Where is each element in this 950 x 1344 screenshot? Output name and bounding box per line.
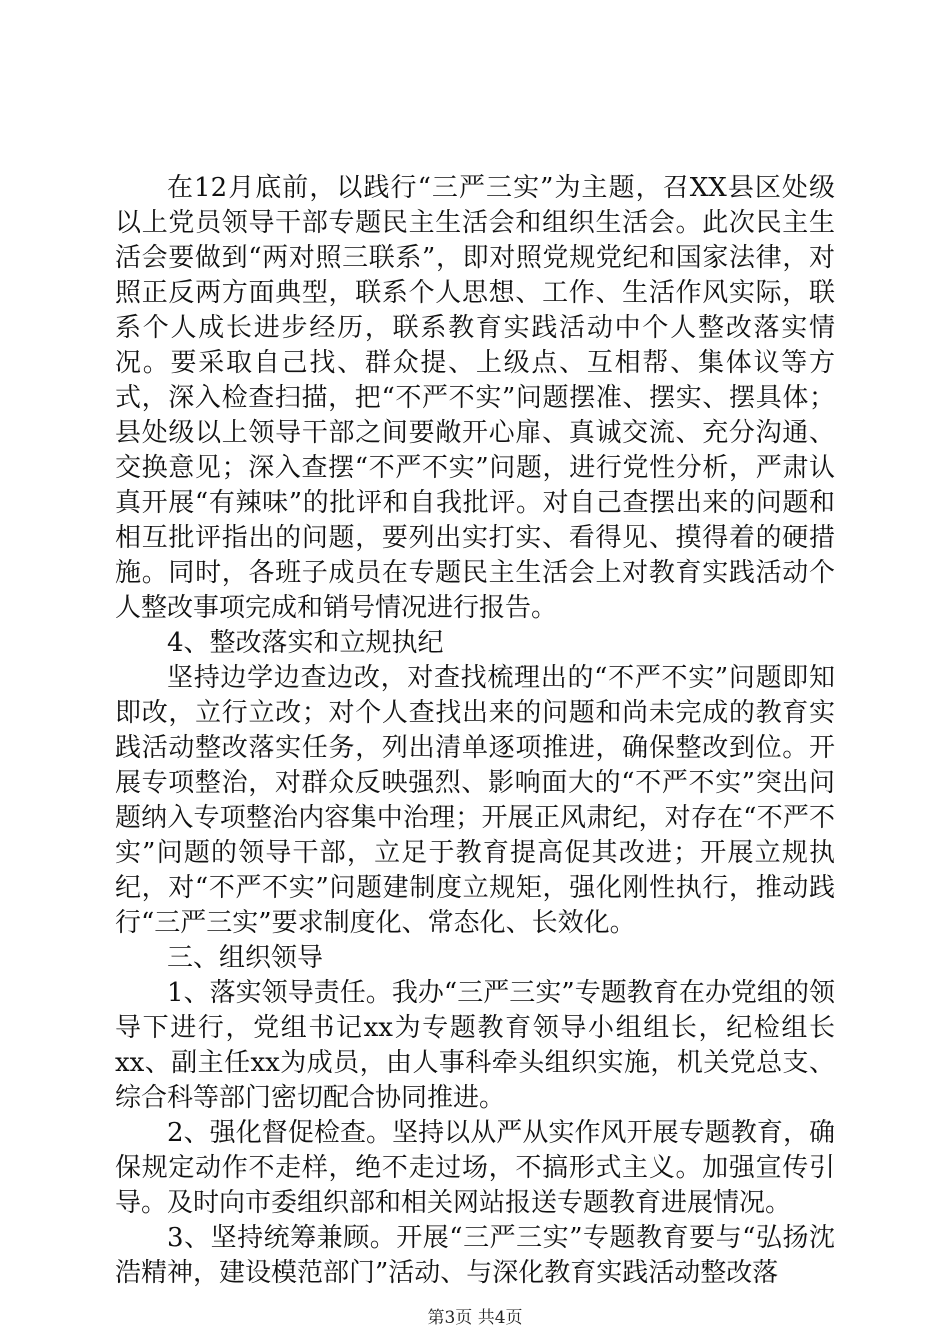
document-body [115,171,835,1291]
paragraph-democratic-life-meeting: 在12月底前，以践行“三严三实”为主题，召XX县区处级以上党员领导干部专题民主生活会和组织生活会。此次民主生活会要做到“两对照三联系”，即对照党规党纪和国家法律，对照正反两方面典型，联系个人思想、工作、生活作风实际，联系个人成长进步经历，联系教育实践活动中个人整改落实情况。要采取自己找、群众提、上级点、互相帮、集体议等方式，深入检查扫描，把“不严不实”问题摆准、摆实、摆具体；县处级以上领导干部之间要敞开心扉、真诚交流、充分沟通、交换意见；深入查摆“不严不实”问题，进行党性分析，严肃认真开展“有辣味”的批评和自我批评。对自己查摆出来的问题和相互批评指出的问题，要列出实打实、看得见、摸得着的硬措施。同时，各班子成员在专题民主生活会上对教育实践活动个人整改事项完成和销号情况进行报告。 [115,173,835,623]
section-heading-rectification: 4、整改落实和立规执纪 [167,628,444,658]
paragraph-rectification: 坚持边学边查边改，对查找梳理出的“不严不实”问题即知即改，立行立改；对个人查找出来的问题和尚未完成的教育实践活动整改落实任务，列出清单逐项推进，确保整改到位。开展专项整治，对群众反映强烈、影响面大的“不严不实”突出问题纳入专项整治内容集中治理；开展正风肃纪，对存在“不严不实”问题的领导干部，立足于教育提高促其改进；开展立规执纪，对“不严不实”问题建制度立规矩，强化刚性执行，推动践行“三严三实”要求制度化、常态化、长效化。 [115,663,835,938]
paragraph-supervision: 2、强化督促检查。坚持以从严从实作风开展专题教育，确保规定动作不走样，绝不走过场，不搞形式主义。加强宣传引导。及时向市委组织部和相关网站报送专题教育进展情况。 [115,1118,835,1218]
paragraph-coordination: 3、坚持统筹兼顾。开展“三严三实”专题教育要与“弘扬沈浩精神，建设模范部门”活动、与深化教育实践活动整改落 [115,1223,835,1288]
page-number-footer: 第3页 共4页 [427,1308,523,1328]
section-heading-organization: 三、组织领导 [167,943,324,973]
paragraph-leadership-responsibility: 1、落实领导责任。我办“三严三实”专题教育在办党组的领导下进行，党组书记xx为专题教育领导小组组长，纪检组长xx、副主任xx为成员，由人事科牵头组织实施，机关党总支、综合科等部门密切配合协同推进。 [115,978,835,1113]
